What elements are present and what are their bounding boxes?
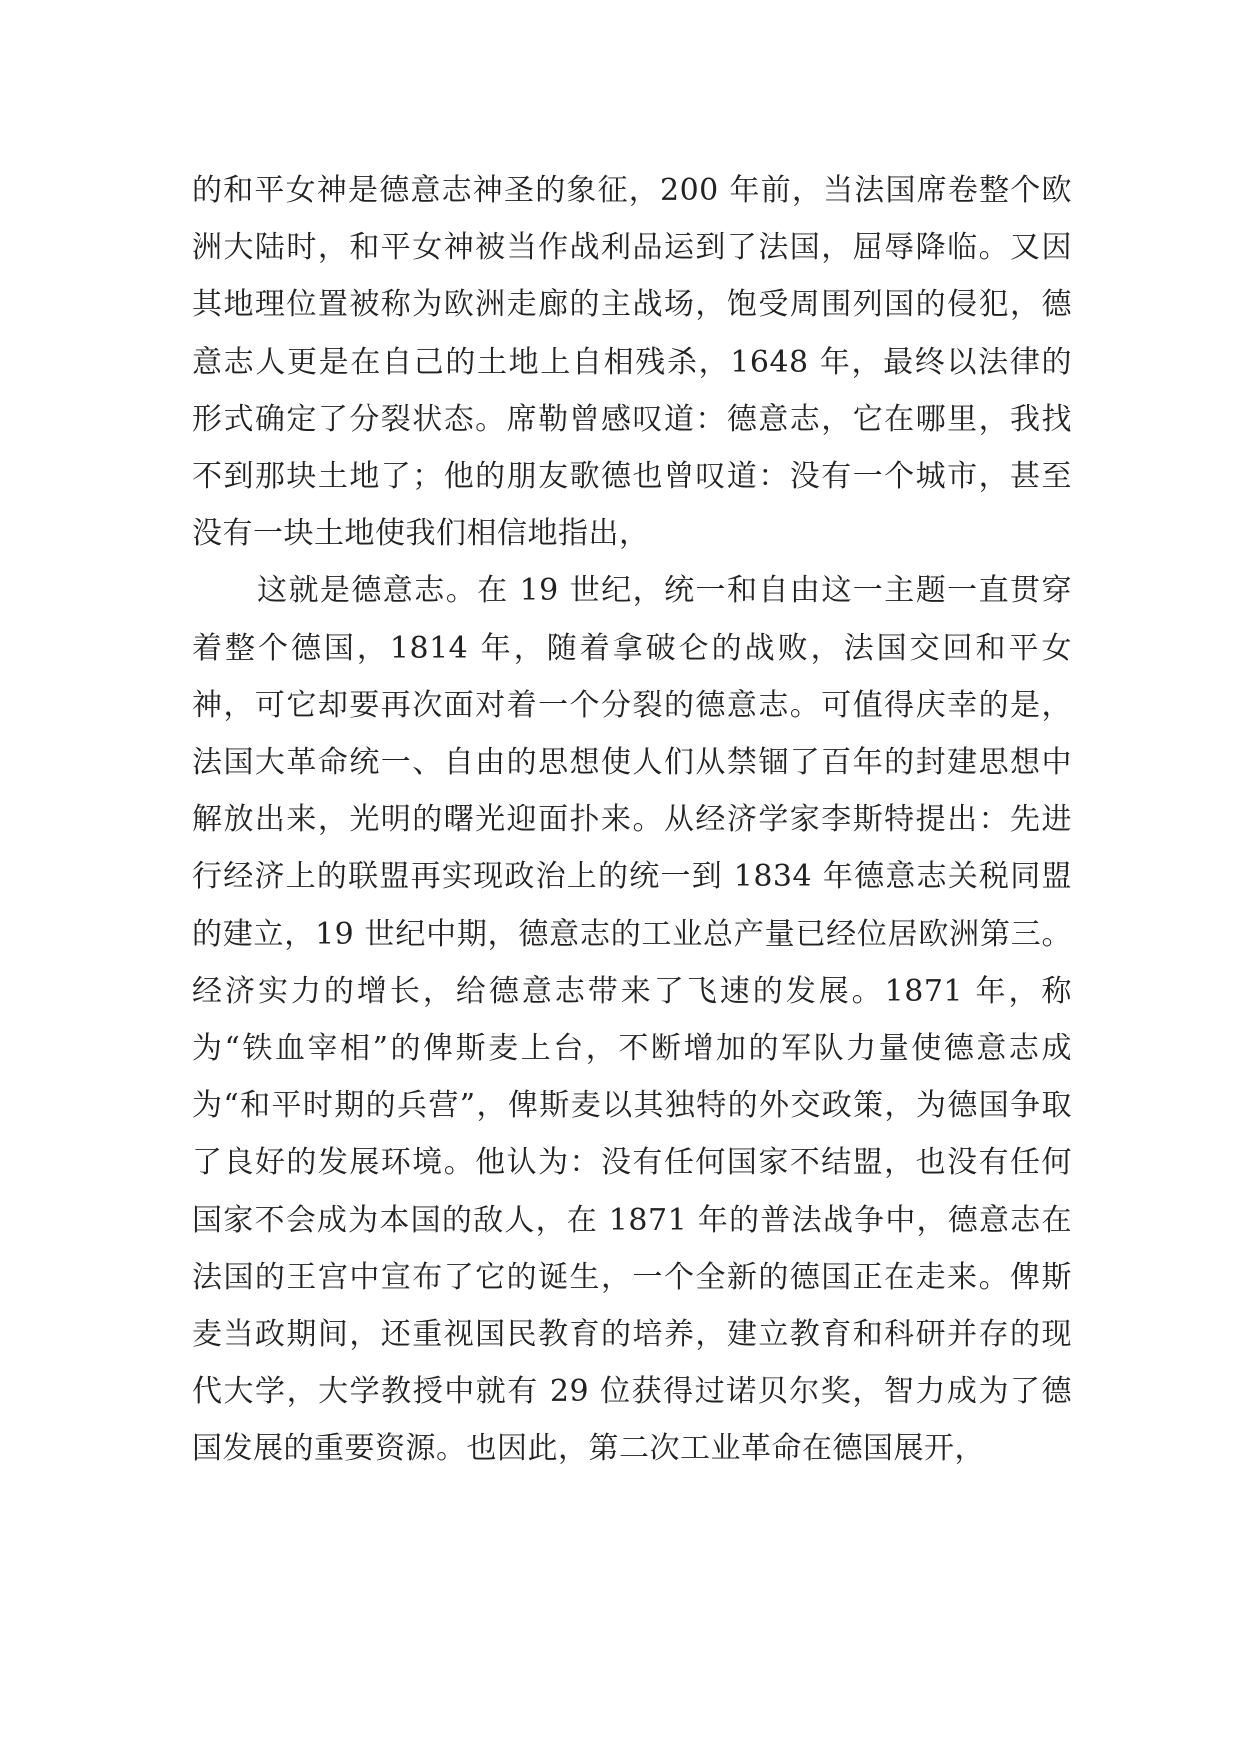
paragraph-1: 的和平女神是德意志神圣的象征，200 年前，当法国席卷整个欧洲大陆时，和平女神被当作战利品运到了法国，屈辱降临。又因其地理位置被称为欧洲走廊的主战场，饱受周围列国的侵犯，德意志人更是在自己的土地上自相残杀，1648 年，最终以法律的形式确定了分裂状态。席勒曾感叹道：德意志，它在哪里，我找不到那块土地了；他的朋友歌德也曾叹道：没有一个城市，甚至没有一块土地使我们相信地指出，	[192, 173, 1072, 552]
paragraph-2: 这就是德意志。在 19 世纪，统一和自由这一主题一直贯穿着整个德国，1814 年，随着拿破仑的战败，法国交回和平女神，可它却要再次面对着一个分裂的德意志。可值得庆幸的是，法国大革命统一、自由的思想使人们从禁锢了百年的封建思想中解放出来，光明的曙光迎面扑来。从经济学家李斯特提出：先进行经济上的联盟再实现政治上的统一到 1834 年德意志关税同盟的建立，19 世纪中期，德意志的工业总产量已经位居欧洲第三。经济实力的增长，给德意志带来了飞速的发展。1871 年，称为“铁血宰相”的俾斯麦上台，不断增加的军队力量使德意志成为“和平时期的兵营”，俾斯麦以其独特的外交政策，为德国争取了良好的发展环境。他认为：没有任何国家不结盟，也没有任何国家不会成为本国的敌人，在 1871 年的普法战争中，德意志在法国的王宫中宣布了它的诞生，一个全新的德国正在走来。俾斯麦当政期间，还重视国民教育的培养，建立教育和科研并存的现代大学，大学教授中就有 29 位获得过诺贝尔奖，智力成为了德国发展的重要资源。也因此，第二次工业革命在德国展开，	[192, 573, 1072, 1467]
document-page	[192, 162, 1072, 1478]
